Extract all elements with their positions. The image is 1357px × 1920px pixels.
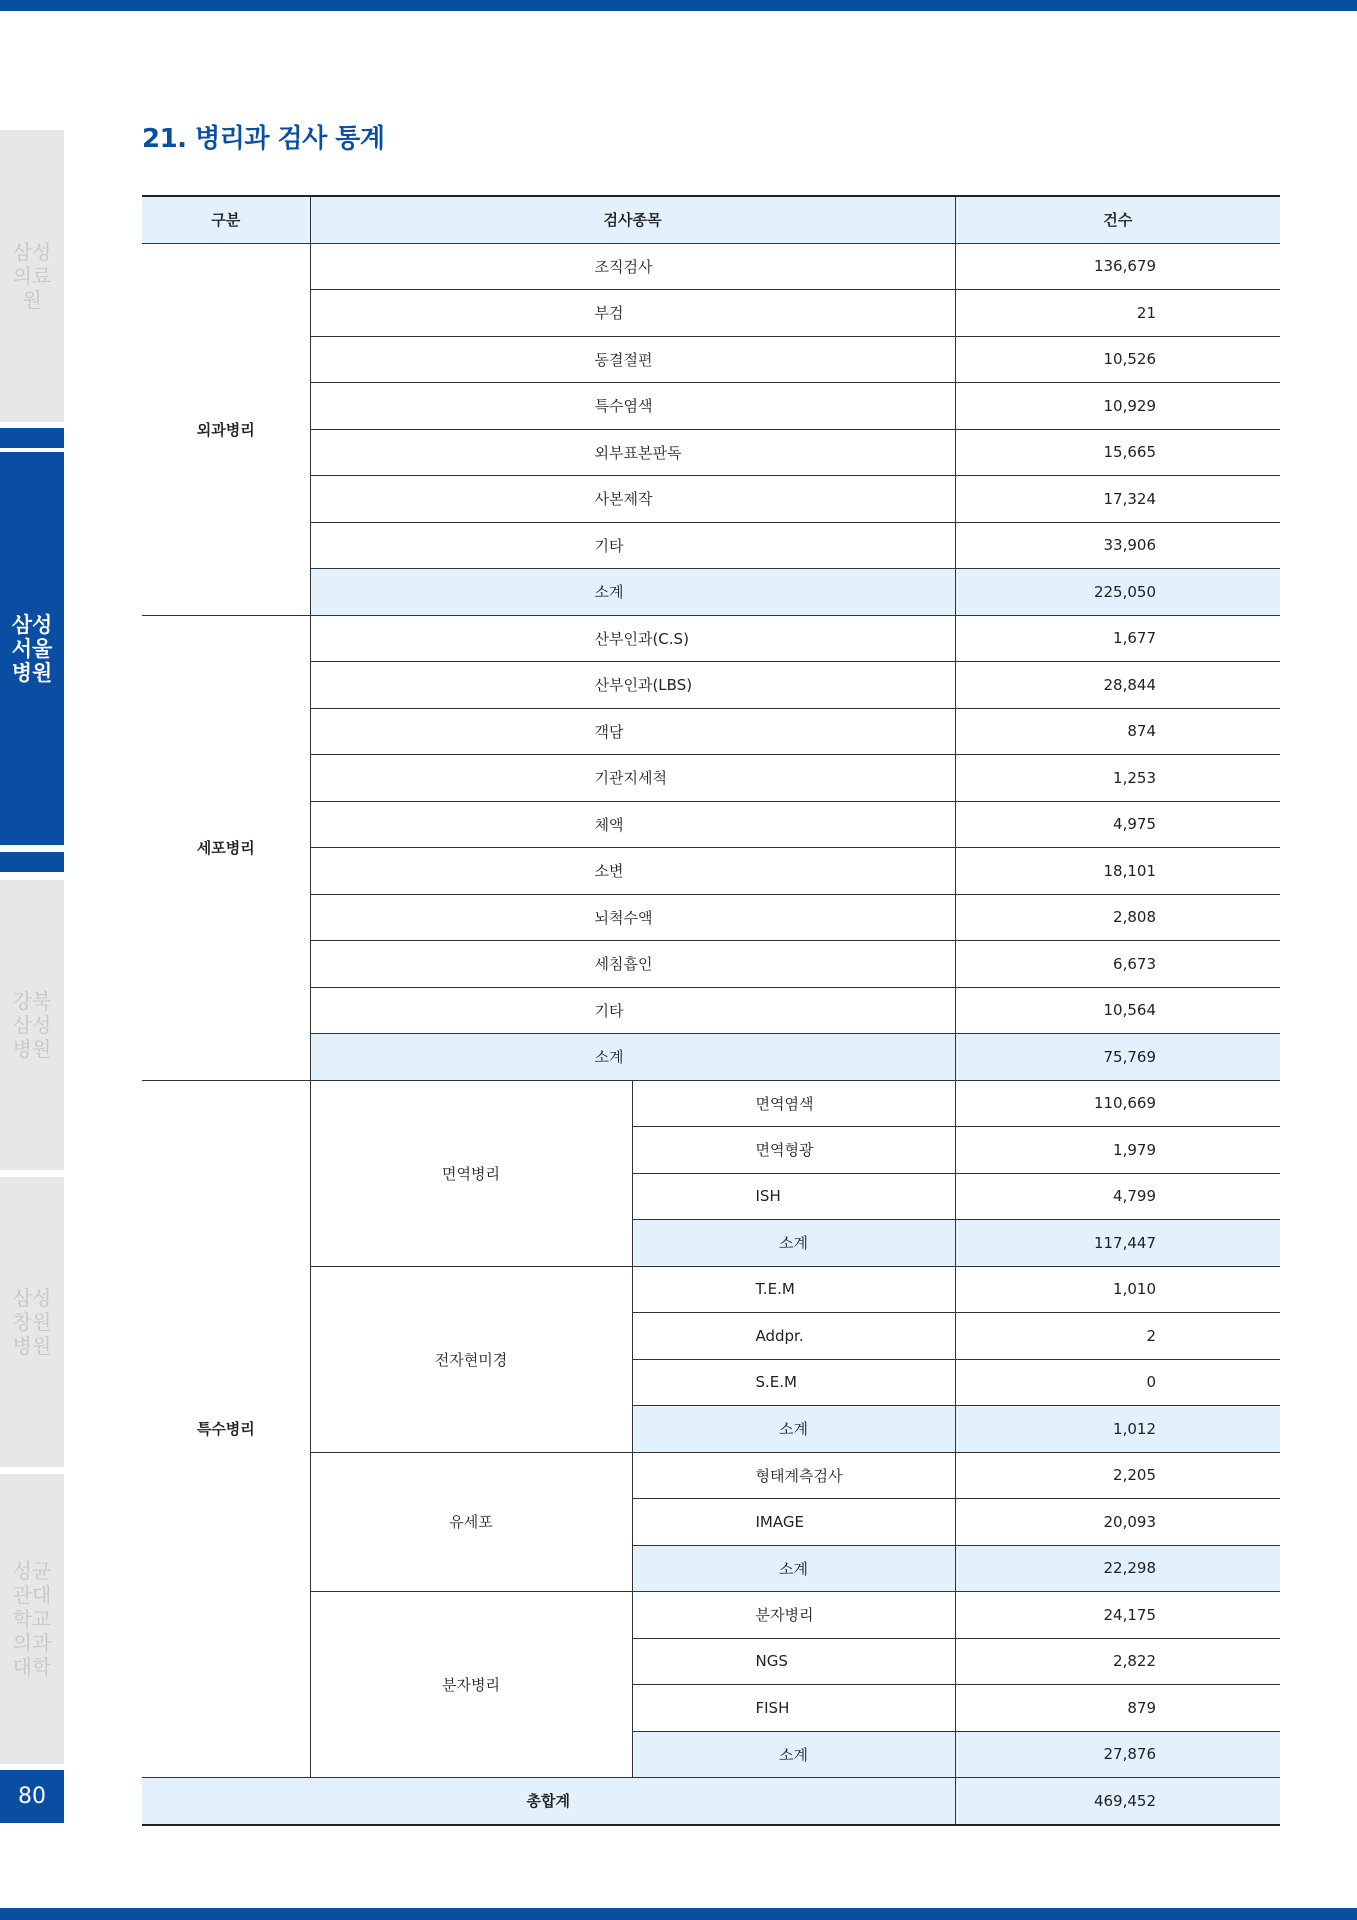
table-row — [142, 1080, 1280, 1127]
table-row — [142, 941, 1280, 988]
count-cell: 21 — [955, 290, 1280, 337]
group-cyto: 세포병리 — [142, 615, 310, 1080]
header-category: 구분 — [142, 196, 310, 243]
count-cell: 10,929 — [955, 383, 1280, 430]
count-cell: 6,673 — [955, 941, 1280, 988]
subtotal-label: 소계 — [310, 1034, 955, 1081]
table-row — [142, 522, 1280, 569]
header-count: 건수 — [955, 196, 1280, 243]
item-cell: 산부인과(LBS) — [310, 662, 955, 709]
top-accent-bar — [0, 0, 1357, 11]
sidebar-tab-label: 강북삼성병원 — [12, 989, 52, 1061]
item-cell: 부검 — [310, 290, 955, 337]
item-cell: Addpr. — [632, 1313, 955, 1360]
page-title: 21. 병리과 검사 통계 — [142, 124, 385, 154]
sidebar-tab-label: 삼성의료원 — [12, 240, 52, 312]
table-row — [142, 429, 1280, 476]
subtotal-count: 225,050 — [955, 569, 1280, 616]
count-cell: 2,808 — [955, 894, 1280, 941]
count-cell: 28,844 — [955, 662, 1280, 709]
count-cell: 4,799 — [955, 1173, 1280, 1220]
header-item: 검사종목 — [310, 196, 955, 243]
count-cell: 2,205 — [955, 1452, 1280, 1499]
table-row — [142, 243, 1280, 290]
count-cell: 17,324 — [955, 476, 1280, 523]
sidebar-tab-samsung-seoul[interactable] — [0, 452, 64, 845]
table-row — [142, 615, 1280, 662]
group-surgical: 외과병리 — [142, 243, 310, 615]
count-cell: 1,979 — [955, 1127, 1280, 1174]
subtotal-count: 22,298 — [955, 1545, 1280, 1592]
item-cell: S.E.M — [632, 1359, 955, 1406]
item-cell: 외부표본판독 — [310, 429, 955, 476]
subtotal-label: 소계 — [632, 1406, 955, 1453]
item-cell: 형태계측검사 — [632, 1452, 955, 1499]
subgroup-flow: 유세포 — [310, 1452, 632, 1592]
sidebar-tab-label: 성균관대학교 의과대학 — [12, 1559, 52, 1679]
count-cell: 2,822 — [955, 1638, 1280, 1685]
item-cell: 동결절편 — [310, 336, 955, 383]
count-cell: 1,677 — [955, 615, 1280, 662]
table-row — [142, 1266, 1280, 1313]
item-cell: FISH — [632, 1685, 955, 1732]
table-row — [142, 476, 1280, 523]
count-cell: 15,665 — [955, 429, 1280, 476]
table-row — [142, 290, 1280, 337]
count-cell: 18,101 — [955, 848, 1280, 895]
pathology-stats-table — [142, 195, 1280, 1826]
subtotal-label: 소계 — [310, 569, 955, 616]
item-cell: 특수염색 — [310, 383, 955, 430]
item-cell: NGS — [632, 1638, 955, 1685]
count-cell: 1,010 — [955, 1266, 1280, 1313]
count-cell: 874 — [955, 708, 1280, 755]
count-cell: 10,526 — [955, 336, 1280, 383]
subgroup-immuno: 면역병리 — [310, 1080, 632, 1266]
count-cell: 4,975 — [955, 801, 1280, 848]
item-cell: 산부인과(C.S) — [310, 615, 955, 662]
table-row — [142, 987, 1280, 1034]
grand-total-label: 총합계 — [142, 1778, 955, 1825]
count-cell: 136,679 — [955, 243, 1280, 290]
page-number: 80 — [0, 1770, 64, 1823]
item-cell: 기타 — [310, 522, 955, 569]
table-row — [142, 336, 1280, 383]
subtotal-label: 소계 — [632, 1731, 955, 1778]
item-cell: 분자병리 — [632, 1592, 955, 1639]
sidebar-tab-kangbuk[interactable] — [0, 880, 64, 1170]
subtotal-row — [142, 569, 1280, 616]
subtotal-label: 소계 — [632, 1220, 955, 1267]
item-cell: 소변 — [310, 848, 955, 895]
grand-total-count: 469,452 — [955, 1778, 1280, 1825]
subtotal-count: 1,012 — [955, 1406, 1280, 1453]
grand-total-row — [142, 1778, 1280, 1825]
count-cell: 0 — [955, 1359, 1280, 1406]
item-cell: 기타 — [310, 987, 955, 1034]
count-cell: 33,906 — [955, 522, 1280, 569]
table-header-row — [142, 196, 1280, 243]
sidebar-separator — [0, 852, 64, 872]
item-cell: T.E.M — [632, 1266, 955, 1313]
sidebar-tab-skku-medicine[interactable] — [0, 1474, 64, 1764]
count-cell: 20,093 — [955, 1499, 1280, 1546]
sidebar-separator — [0, 428, 64, 448]
table-row — [142, 755, 1280, 802]
item-cell: 사본제작 — [310, 476, 955, 523]
subgroup-em: 전자현미경 — [310, 1266, 632, 1452]
table-row — [142, 848, 1280, 895]
table-row — [142, 894, 1280, 941]
count-cell: 1,253 — [955, 755, 1280, 802]
count-cell: 10,564 — [955, 987, 1280, 1034]
subtotal-count: 27,876 — [955, 1731, 1280, 1778]
subtotal-count: 75,769 — [955, 1034, 1280, 1081]
table-row — [142, 1452, 1280, 1499]
sidebar-tab-label: 삼성창원병원 — [12, 1286, 52, 1358]
count-cell: 2 — [955, 1313, 1280, 1360]
table-row — [142, 383, 1280, 430]
item-cell: 객담 — [310, 708, 955, 755]
table-row — [142, 662, 1280, 709]
item-cell: 세침흡인 — [310, 941, 955, 988]
count-cell: 110,669 — [955, 1080, 1280, 1127]
sidebar-tab-label: 삼성서울병원 — [11, 612, 53, 685]
item-cell: 뇌척수액 — [310, 894, 955, 941]
item-cell: 조직검사 — [310, 243, 955, 290]
table-row — [142, 801, 1280, 848]
sidebar-tab-changwon[interactable] — [0, 1177, 64, 1467]
table-row — [142, 708, 1280, 755]
item-cell: 기관지세척 — [310, 755, 955, 802]
item-cell: 체액 — [310, 801, 955, 848]
subgroup-molecular: 분자병리 — [310, 1592, 632, 1778]
count-cell: 24,175 — [955, 1592, 1280, 1639]
bottom-accent-bar — [0, 1908, 1357, 1920]
item-cell: 면역형광 — [632, 1127, 955, 1174]
item-cell: IMAGE — [632, 1499, 955, 1546]
subtotal-label: 소계 — [632, 1545, 955, 1592]
item-cell: ISH — [632, 1173, 955, 1220]
subtotal-row — [142, 1034, 1280, 1081]
count-cell: 879 — [955, 1685, 1280, 1732]
table-row — [142, 1592, 1280, 1639]
sidebar-tab-samsung-medical[interactable] — [0, 130, 64, 422]
group-special: 특수병리 — [142, 1080, 310, 1778]
item-cell: 면역염색 — [632, 1080, 955, 1127]
subtotal-count: 117,447 — [955, 1220, 1280, 1267]
